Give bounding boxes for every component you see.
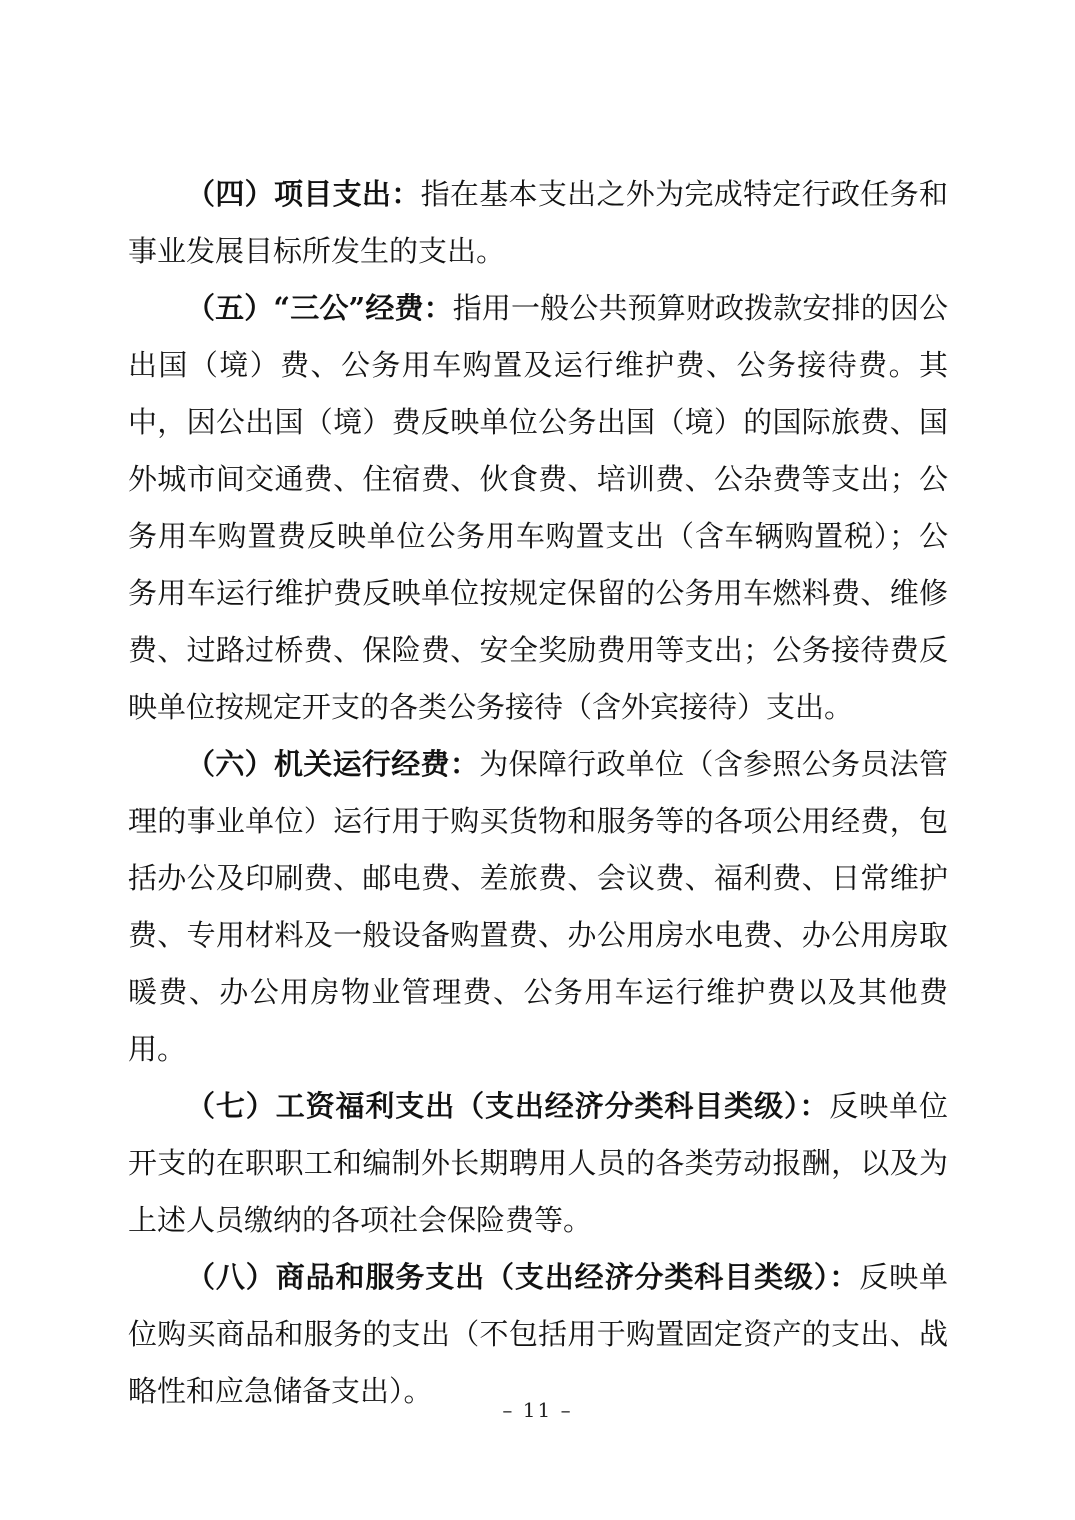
- paragraph-body: 指用一般公共预算财政拨款安排的因公出国（境）费、公务用车购置及运行维护费、公务接待费。其中，因公出国（境）费反映单位公务出国（境）的国际旅费、国外城市间交通费、住宿费、伙食费、培训费、公杂费等支出；公务用车购置费反映单位公务用车购置支出（含车辆购置税）；公务用车运行维护费反映单位按规定保留的公务用车燃料费、维修费、过路过桥费、保险费、安全奖励费用等支出；公务接待费反映单位按规定开支的各类公务接待（含外宾接待）支出。: [128, 291, 948, 724]
- paragraph-item-8: [128, 1249, 948, 1420]
- paragraph-body: 为保障行政单位（含参照公务员法管理的事业单位）运行用于购买货物和服务等的各项公用经费，包括办公及印刷费、邮电费、差旅费、会议费、福利费、日常维护费、专用材料及一般设备购置费、办公用房水电费、办公用房取暖费、办公用房物业管理费、公务用车运行维护费以及其他费用。: [128, 747, 948, 1066]
- paragraph-lead: （七）工资福利支出（支出经济分类科目类级）：: [186, 1089, 830, 1123]
- paragraph-item-4: [128, 166, 948, 280]
- paragraph-lead: （五）“三公”经费：: [186, 291, 453, 325]
- paragraph-body: 反映单位购买商品和服务的支出（不包括用于购置固定资产的支出、战略性和应急储备支出）。: [128, 1260, 948, 1408]
- document-body: [128, 166, 948, 1420]
- paragraph-item-7: [128, 1078, 948, 1249]
- paragraph-item-6: [128, 736, 948, 1078]
- page-number: – 11 –: [502, 1398, 573, 1422]
- paragraph-lead: （八）商品和服务支出（支出经济分类科目类级）：: [186, 1260, 860, 1294]
- paragraph-body: 指在基本支出之外为完成特定行政任务和事业发展目标所发生的支出。: [128, 177, 948, 268]
- paragraph-item-5: [128, 280, 948, 736]
- paragraph-lead: （六）机关运行经费：: [186, 747, 480, 781]
- paragraph-body: 反映单位开支的在职职工和编制外长期聘用人员的各类劳动报酬，以及为上述人员缴纳的各项社会保险费等。: [128, 1089, 948, 1237]
- paragraph-lead: （四）项目支出：: [186, 177, 421, 211]
